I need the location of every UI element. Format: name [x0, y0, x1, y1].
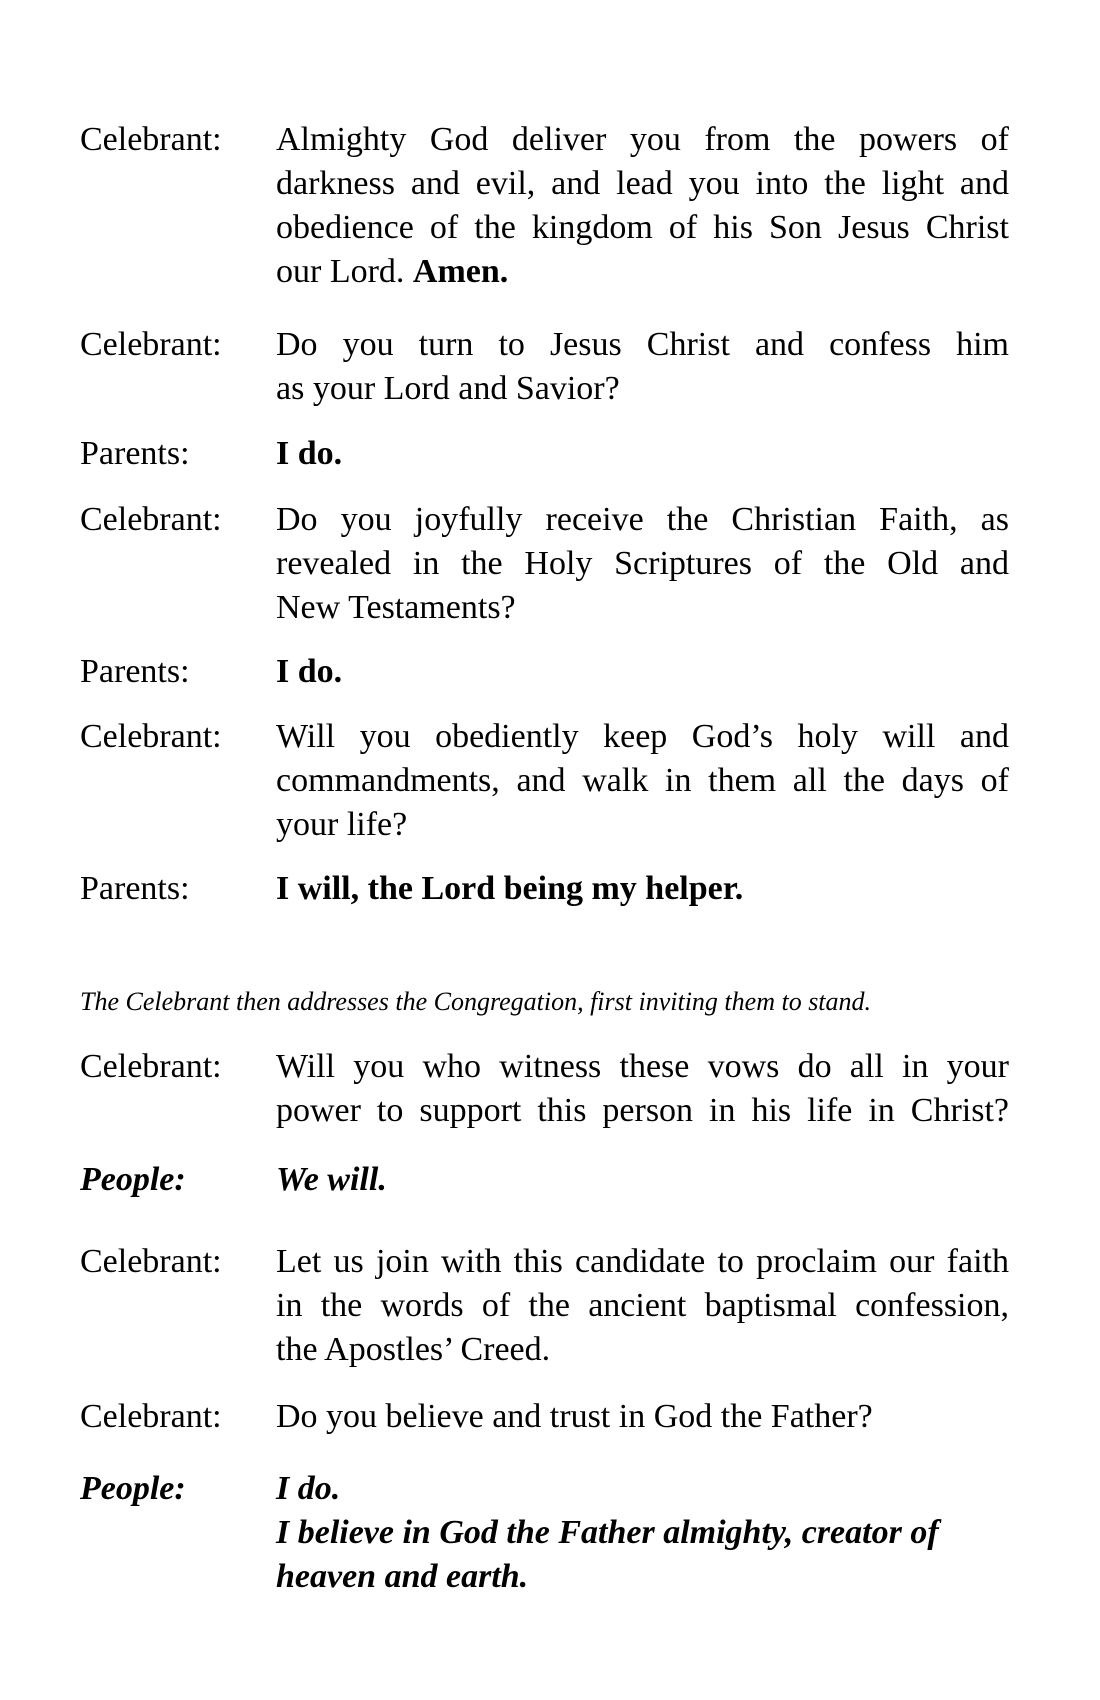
speaker-label: Celebrant:	[80, 718, 222, 755]
celebrant-text	[276, 1240, 1009, 1372]
speaker-label: Parents:	[80, 653, 190, 690]
dialogue-block	[80, 323, 1020, 411]
dialogue-block	[80, 650, 1020, 694]
text-line: New Testaments?	[276, 589, 516, 626]
text-line: Do you joyfully receive the Christian Faith, as	[276, 501, 1009, 538]
celebrant-text	[276, 715, 1009, 847]
text-line: power to support this person in his life in Christ?	[276, 1092, 1009, 1129]
rubric-instruction: The Celebrant then addresses the Congregation, first inviting them to stand.	[80, 987, 872, 1016]
speaker-label: Celebrant:	[80, 1243, 222, 1280]
dialogue-block	[80, 1045, 1020, 1133]
text-line: I believe in God the Father almighty, creator of	[276, 1514, 939, 1551]
text-line	[276, 250, 1009, 294]
speaker-label: People:	[80, 1161, 186, 1198]
celebrant-text	[276, 323, 1009, 411]
text-line: your life?	[276, 806, 408, 843]
dialogue-block	[80, 432, 1020, 476]
text-line: in the words of the ancient baptismal confession,	[276, 1287, 1009, 1324]
speaker-label: Celebrant:	[80, 1398, 222, 1435]
people-response	[276, 1467, 1009, 1599]
speaker-label: Celebrant:	[80, 121, 222, 158]
text-line: Let us join with this candidate to proclaim our faith	[276, 1243, 1009, 1280]
celebrant-text	[276, 1045, 1009, 1133]
text-line: as your Lord and Savior?	[276, 370, 620, 407]
text-line: Will you obediently keep God’s holy will and	[276, 718, 1009, 755]
dialogue-block	[80, 867, 1020, 911]
dialogue-block	[80, 1467, 1020, 1599]
speaker-label: Parents:	[80, 435, 190, 472]
text-line: Will you who witness these vows do all in your	[276, 1048, 1009, 1085]
people-response: We will.	[276, 1161, 387, 1198]
text-line: obedience of the kingdom of his Son Jesus Christ	[276, 209, 1009, 246]
parents-response: I do.	[276, 653, 343, 690]
text-line: revealed in the Holy Scriptures of the Old and	[276, 545, 1009, 582]
dialogue-block	[80, 1158, 1020, 1202]
dialogue-block	[80, 118, 1020, 294]
dialogue-block	[80, 498, 1020, 630]
celebrant-text	[276, 498, 1009, 630]
text-line: commandments, and walk in them all the days of	[276, 762, 1009, 799]
parents-response: I do.	[276, 435, 343, 472]
dialogue-block	[80, 1395, 1020, 1439]
speaker-label: Celebrant:	[80, 326, 222, 363]
text-line-prefix: our Lord.	[276, 253, 413, 290]
text-line: the Apostles’ Creed.	[276, 1331, 551, 1368]
text-line: Almighty God deliver you from the powers of	[276, 121, 1009, 158]
dialogue-block	[80, 715, 1020, 847]
text-line: Do you believe and trust in God the Father?	[276, 1398, 873, 1435]
dialogue-block	[80, 1240, 1020, 1372]
text-line: heaven and earth.	[276, 1558, 529, 1595]
speaker-label: People:	[80, 1470, 186, 1507]
speaker-label: Celebrant:	[80, 501, 222, 538]
text-line: I do.	[276, 1470, 341, 1507]
celebrant-text	[276, 1395, 1009, 1439]
text-line: Do you turn to Jesus Christ and confess him	[276, 326, 1009, 363]
parents-response: I will, the Lord being my helper.	[276, 870, 744, 907]
text-line: darkness and evil, and lead you into the light and	[276, 165, 1009, 202]
celebrant-text	[276, 118, 1009, 294]
speaker-label: Celebrant:	[80, 1048, 222, 1085]
amen-response: Amen.	[412, 253, 509, 290]
speaker-label: Parents:	[80, 870, 190, 907]
